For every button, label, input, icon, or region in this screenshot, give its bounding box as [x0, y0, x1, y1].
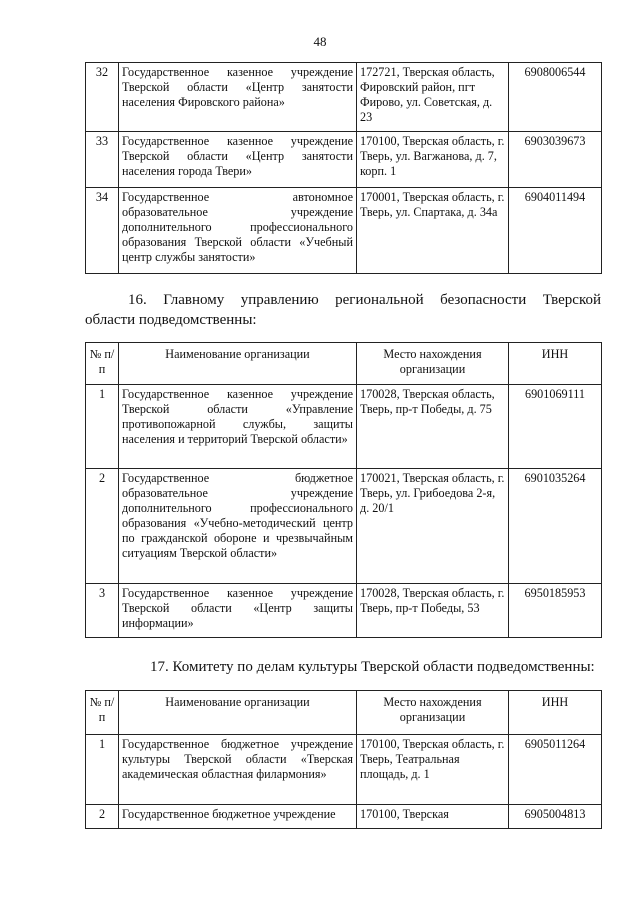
organization-inn: 6950185953 — [509, 584, 602, 638]
table-employment-centers — [85, 62, 602, 274]
organization-name: Государственное автономное образовательное учреждение дополнительного профессионального образования Тверской области «Учебный центр службы занятости» — [119, 188, 357, 274]
organization-inn: 6905011264 — [509, 735, 602, 805]
row-number: 3 — [86, 584, 119, 638]
header-address: Место нахождения организации — [357, 343, 509, 385]
organization-name: Государственное казенное учреждение Тверской области «Управление противопожарной службы, защиты населения и территорий Тверской области» — [119, 385, 357, 469]
organization-address: 170028, Тверская область, г. Тверь, пр-т Победы, 53 — [357, 584, 509, 638]
header-name: Наименование организации — [119, 691, 357, 735]
organization-address: 170100, Тверская область, г. Тверь, ул. Вагжанова, д. 7, корп. 1 — [357, 132, 509, 188]
header-number: № п/п — [86, 343, 119, 385]
header-number: № п/п — [86, 691, 119, 735]
section-16-heading — [85, 290, 601, 330]
row-number: 1 — [86, 735, 119, 805]
organization-address: 170100, Тверская — [357, 805, 509, 829]
table-header-row — [86, 691, 602, 735]
organization-address: 170100, Тверская область, г. Тверь, Театральная площадь, д. 1 — [357, 735, 509, 805]
organization-inn: 6905004813 — [509, 805, 602, 829]
table-row — [86, 469, 602, 584]
page-number: 48 — [313, 34, 327, 49]
row-number: 2 — [86, 469, 119, 584]
section-16-heading-line1: 16. Главному управлению региональной безопасности Тверской — [128, 292, 601, 308]
organization-address: 170028, Тверская область, Тверь, пр-т Победы, д. 75 — [357, 385, 509, 469]
organization-address: 170021, Тверская область, г. Тверь, ул. Грибоедова 2-я, д. 20/1 — [357, 469, 509, 584]
row-number: 34 — [86, 188, 119, 274]
organization-name: Государственное бюджетное образовательное учреждение дополнительного профессионального образования «Учебно-методический центр по гражданской обороне и чрезвычайным ситуациям Тверской области» — [119, 469, 357, 584]
section-17-heading: 17. Комитету по делам культуры Тверской области подведомственны: — [150, 659, 595, 675]
organization-address: 170001, Тверская область, г. Тверь, ул. Спартака, д. 34а — [357, 188, 509, 274]
table-security-organizations — [85, 342, 602, 638]
section-16-heading-line2: области подведомственны: — [85, 312, 257, 328]
table-row — [86, 805, 602, 829]
table-row — [86, 188, 602, 274]
header-inn: ИНН — [509, 691, 602, 735]
row-number: 33 — [86, 132, 119, 188]
table-row — [86, 584, 602, 638]
table-row — [86, 63, 602, 132]
row-number: 32 — [86, 63, 119, 132]
organization-inn: 6901069111 — [509, 385, 602, 469]
organization-name: Государственное бюджетное учреждение культуры Тверской области «Тверская академическая областная филармония» — [119, 735, 357, 805]
header-address: Место нахождения организации — [357, 691, 509, 735]
table-row — [86, 735, 602, 805]
organization-name: Государственное казенное учреждение Тверской области «Центр занятости населения Фировского района» — [119, 63, 357, 132]
organization-address: 172721, Тверская область, Фировский район, пгт Фирово, ул. Советская, д. 23 — [357, 63, 509, 132]
organization-inn: 6908006544 — [509, 63, 602, 132]
header-inn: ИНН — [509, 343, 602, 385]
table-row — [86, 132, 602, 188]
organization-inn: 6904011494 — [509, 188, 602, 274]
table-row — [86, 385, 602, 469]
organization-inn: 6901035264 — [509, 469, 602, 584]
organization-name: Государственное казенное учреждение Тверской области «Центр занятости населения города Твери» — [119, 132, 357, 188]
table-header-row — [86, 343, 602, 385]
organization-inn: 6903039673 — [509, 132, 602, 188]
header-name: Наименование организации — [119, 343, 357, 385]
table-culture-organizations — [85, 690, 602, 829]
row-number: 1 — [86, 385, 119, 469]
organization-name: Государственное казенное учреждение Тверской области «Центр защиты информации» — [119, 584, 357, 638]
organization-name: Государственное бюджетное учреждение — [119, 805, 357, 829]
row-number: 2 — [86, 805, 119, 829]
